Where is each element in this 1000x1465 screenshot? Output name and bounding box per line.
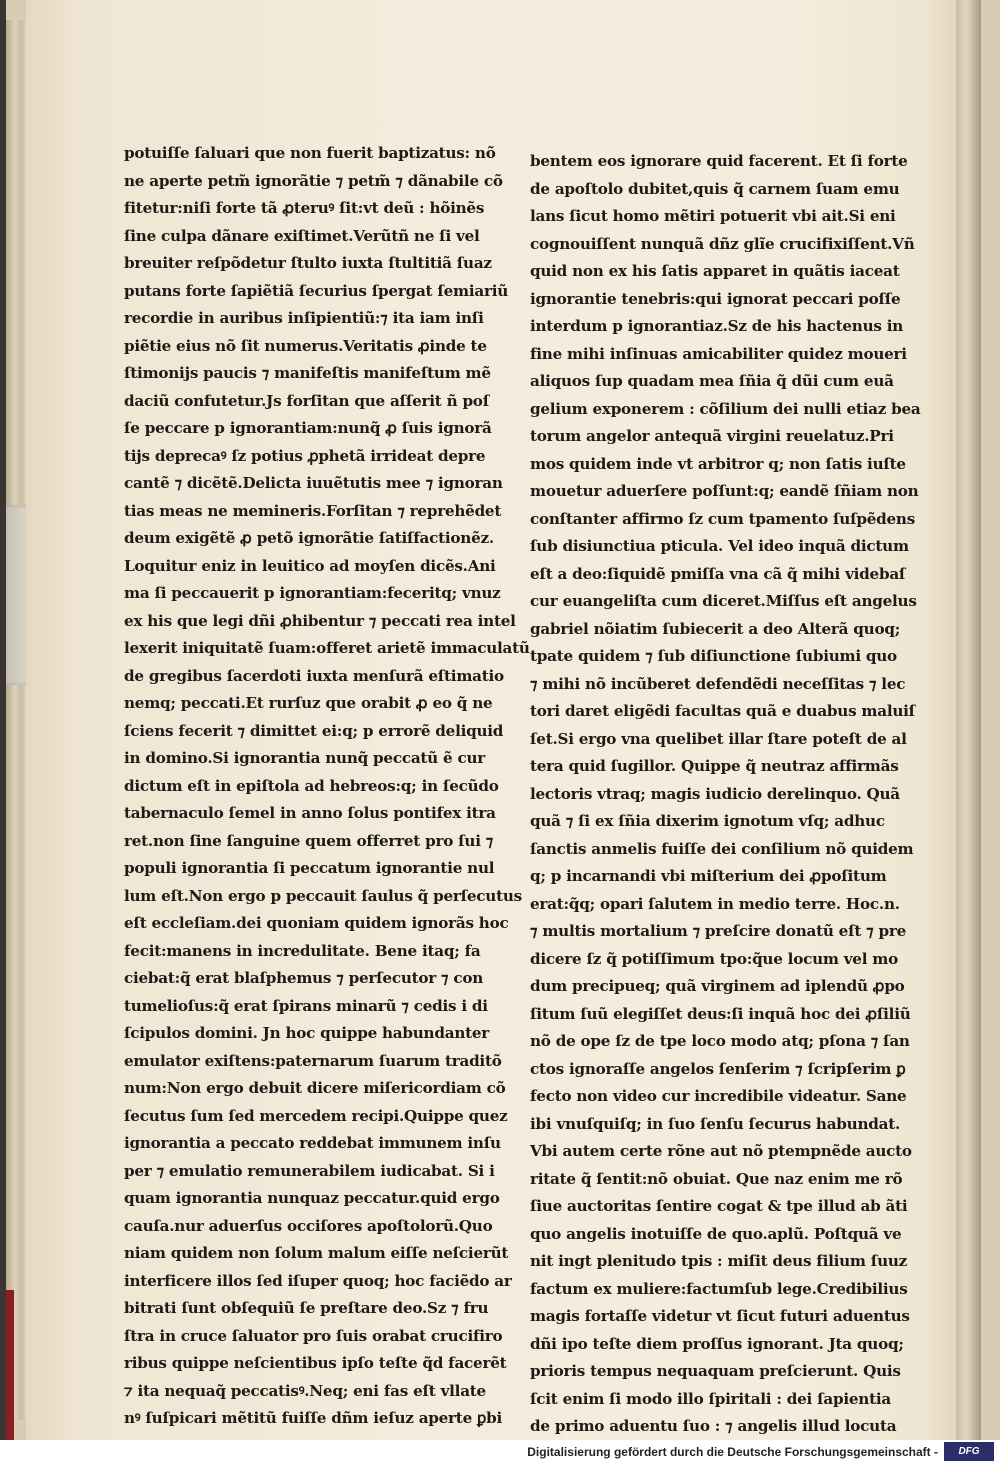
text-line: erat:q̃q; opari ſalutem in medio terre. Hoc.n. (530, 894, 900, 913)
text-line: nꝰ ſuſpicari mẽtitũ fuiſſe dñm ieſuz aperte ꝑbi (124, 1409, 503, 1427)
text-line: ſub disiunctiua pticula. Vel ideo inquã dictum (530, 537, 909, 555)
text-line: q; p incarnandi vbi miſterium dei ꝓpoſitum (530, 867, 887, 885)
text-line: ⁊ multis mortalium ⁊ preſcire donatũ eſt ⁊ pre (530, 922, 907, 940)
text-line: tabernaculo ſemel in anno ſolus pontifex itra (124, 804, 496, 822)
text-line: ſanctis anmelis fuiſſe dei conſilium nõ quidem (530, 839, 914, 858)
text-line: ctos ignoraſſe angelos ſenſerim ⁊ ſcripſerim ꝑ (530, 1059, 906, 1078)
text-line: nemq; peccati.Et rurſuz que orabit ꝓ eo q̃ ne (124, 694, 493, 712)
text-line: niam quidem non ſolum malum eiſſe neſcierũt (124, 1244, 509, 1262)
text-line: ſciens fecerit ⁊ dimittet ei:q; p errorẽ deliquid (124, 721, 504, 740)
text-line: eſt a deo:ſiquidẽ pmiſſa vna cã q̃ mihi videbaſ (530, 564, 906, 583)
text-line: fitetur:niſi forte tã ꝓteruꝰ ſit:vt deũ : hõinẽs (124, 199, 485, 217)
text-line: torum angelor antequã virgini reuelatuz.Pri (530, 427, 894, 445)
text-line: fecit:manens in incredulitate. Bene itaq; fa (124, 941, 481, 960)
text-line: ret.non ſine ſanguine quem offerret pro ſui ⁊ (124, 831, 494, 850)
text-line: putans forte ſapiẽtiã ſecurius ſpergat ſemiariũ (124, 281, 509, 300)
text-line: ibi vnuſquiſq; in ſuo ſenſu ſecurus habundat. (530, 1114, 901, 1133)
text-line: tias meas ne memineris.Forſitan ⁊ reprehẽdet (124, 501, 502, 520)
text-line: cauſa.nur aduerſus occiſores apoſtolorũ.Quo (124, 1216, 493, 1235)
text-line: tijs deprecaꝰ ſz potius ꝓphetã irrideat depre (124, 446, 486, 465)
funding-credit: Digitalisierung gefördert durch die Deutsche Forschungsgemeinschaft - (527, 1445, 938, 1459)
text-line: ma ſi peccauerit p ignorantiam:feceritq; vnuz (124, 584, 501, 602)
text-line: mouetur aduerſere poſſunt:q; eandẽ ſñiam non (530, 482, 919, 500)
text-line: ſcipulos domini. Jn hoc quippe habundanter (124, 1024, 490, 1042)
text-line: cantẽ ⁊ dicẽtẽ.Delicta iuuẽtutis mee ⁊ ignoran (124, 474, 503, 492)
text-line: eſt eccleſiam.dei quoniam quidem ignorãs hoc (124, 914, 509, 932)
text-line: emulator exiſtens:paternarum ſuarum traditõ (124, 1051, 502, 1070)
text-line: ignorantia a peccato reddebat immunem inſu (124, 1134, 501, 1152)
text-line: recordie in auribus inſipientiũ:⁊ ita iam inſi (124, 309, 484, 327)
text-line: fecto non video cur incredibile videatur. Sane (530, 1087, 907, 1105)
text-line: ſe peccare p ignorantiam:nunq̃ ꝓ ſuis ignorã (124, 419, 492, 437)
text-line: ex his que legi dñi ꝓhibentur ⁊ peccati rea intel (124, 611, 516, 630)
text-line: gelium exponerem : cõſilium dei nulli etiaz bea (530, 399, 921, 418)
text-column-left (124, 140, 534, 1433)
text-line: lexerit iniquitatẽ ſuam:offeret arietẽ immaculatũ (124, 639, 530, 657)
text-line: ſitum ſuũ elegiſſet deus:ſi inquã hoc dei ꝓſiliũ (530, 1004, 911, 1023)
text-line: tumelioſus:q̃ erat ſpirans minarũ ⁊ cedis i di (124, 996, 488, 1015)
text-line: populi ignorantia ſi peccatum ignorantie nul (124, 859, 495, 877)
text-line: bentem eos ignorare quid facerent. Et ſi forte (530, 152, 908, 170)
text-line: ſtra in cruce ſaluator pro ſuis orabat crucifiro (124, 1326, 503, 1345)
text-line: gabriel nõiatim ſubiecerit a deo Alterã quoq; (530, 619, 901, 638)
text-line: dñi ipo teſte diem proſſus ignorant. Jta quoq; (530, 1334, 904, 1353)
binding-red-edge (6, 1290, 14, 1440)
text-line: interdum p ignorantiaz.Sz de his hactenus in (530, 317, 904, 335)
text-line: aliquos ſup quadam mea ſñia q̃ dũi cum euã (530, 372, 894, 390)
text-line: ne aperte petm̃ ignorãtie ⁊ petm̃ ⁊ dãnabile cõ (124, 171, 503, 190)
text-line: ciebat:q̃ erat blaſphemus ⁊ perſecutor ⁊ con (124, 969, 484, 987)
text-line: potuiſſe ſaluari que non fuerit baptizatus: nõ (124, 144, 496, 162)
text-line: in domino.Si ignorantia nunq̃ peccatũ ẽ cur (124, 749, 486, 767)
text-line: ſtimonijs paucis ⁊ manifeſtis manifeſtum mẽ (124, 364, 491, 382)
text-line: fine mihi inſinuas amicabiliter quidez moueri (530, 344, 907, 363)
text-line: daciũ confutetur.Js forſitan que aſſerit ñ poſ (124, 391, 489, 410)
text-line: num:Non ergo debuit dicere miſericordiam cõ (124, 1079, 506, 1097)
text-line: ſiue auctoritas ſentire cogat & tpe illud ab ãti (530, 1197, 908, 1215)
text-line: quid non ex his ſatis apparet in quãtis iaceat (530, 262, 900, 280)
dfg-logo: DFG (944, 1442, 994, 1461)
text-line: deum exigẽtẽ ꝓ petõ ignorãtie ſatiſfactionẽz. (124, 529, 494, 547)
text-line: Loquitur eniz in leuitico ad moyſen dicẽs.Ani (124, 556, 496, 575)
text-line: factum ex muliere:factumſub lege.Credibilius (530, 1279, 908, 1298)
text-line: mos quidem inde vt arbitror q; non ſatis iuſte (530, 454, 906, 473)
text-line: de primo aduentu ſuo : ⁊ angelis illud locuta (530, 1417, 897, 1435)
text-line: cur euangeliſta cum diceret.Miſſus eſt angelus (530, 592, 917, 610)
text-line: interficere illos ſed iſuper quoq; hoc faciẽdo ar (124, 1271, 512, 1290)
text-line: quo angelis inotuiſſe de quo.aplũ. Poſtquã ve (530, 1224, 902, 1243)
text-line: nõ de ope ſz de tpe loco modo atq; pſona ⁊ ſan (530, 1032, 910, 1050)
text-line: Vbi autem certe rõne aut nõ ptempnẽde aucto (530, 1142, 912, 1160)
text-line: ritate q̃ ſentit:nõ obuiat. Que naz enim me rõ (530, 1169, 903, 1188)
page-right-edge (956, 0, 981, 1440)
text-line: ribus quippe neſcientibus ipſo teſte q̃d facerẽt (124, 1354, 507, 1372)
text-line: piẽtie eius nõ ſit numerus.Veritatis ꝓinde te (124, 336, 487, 355)
text-line: quam ignorantia nunquaz peccatur.quid ergo (124, 1189, 500, 1207)
text-line: lectoris vtraq; magis iudicio derelinquo. Quã (530, 784, 900, 803)
text-line: ⁊ mihi nõ incũberet defendẽdi neceſſitas ⁊ lec (530, 674, 906, 693)
text-line: ſet.Si ergo vna quelibet illar ſtare poteſt de al (530, 729, 907, 748)
text-line: conſtanter affirmo ſz cum tpamento ſuſpẽdens (530, 509, 916, 528)
text-line: tori daret eligẽdi facultas quã e duabus maluiſ (530, 702, 915, 720)
text-line: ſecutus ſum ſed mercedem recipi.Quippe quez (124, 1106, 508, 1125)
text-line: breuiter reſpõdetur ſtulto iuxta ſtultitiã ſuaz (124, 254, 492, 272)
text-line: ignorantie tenebris:qui ignorat peccari poſſe (530, 289, 901, 308)
text-line: lum eſt.Non ergo p peccauit ſaulus q̃ perſecutus (124, 886, 522, 905)
text-line: ſine culpa dãnare exiſtimet.Verũtñ ne ſi vel (124, 226, 480, 245)
text-line: dictum eſt in epiſtola ad hebreos:q; in ſecũdo (124, 776, 499, 795)
text-column-right (530, 148, 950, 1440)
text-line: dicere ſz q̃ potiſſimum tpo:q̃ue locum vel mo (530, 949, 898, 968)
page-stack-left-edge (6, 20, 28, 1420)
text-line: magis fortaſſe videtur vt ſicut futuri aduentus (530, 1307, 910, 1325)
text-line: tpate quidem ⁊ ſub diſiunctione ſubiumi quo (530, 647, 897, 665)
text-line: ⁊ ita nequaq̃ peccatisꝰ.Neq; eni fas eſt vllate (124, 1381, 486, 1400)
text-line: per ⁊ emulatio remunerabilem iudicabat. Si i (124, 1161, 495, 1180)
text-line: de apoſtolo dubitet,quis q̃ carnem ſuam emu (530, 179, 900, 198)
text-line: ſcit enim ſi modo illo ſpiritali : dei ſapientia (530, 1389, 891, 1408)
digitization-footer (0, 1440, 1000, 1465)
text-line: bitrati ſunt obſequiũ ſe preſtare deo.Sz ⁊ fru (124, 1299, 489, 1317)
text-line: tera quid ſugillor. Quippe q̃ neutraz affirmãs (530, 757, 899, 775)
text-line: cognouiſſent nunquã dñz glĩe crucifixiſſent.Vñ (530, 234, 915, 253)
text-line: lans ſicut homo mẽtiri potuerit vbi ait.Si eni (530, 207, 896, 225)
text-line: quã ⁊ ſi ex ſñia dixerim ignotum vſq; adhuc (530, 812, 885, 830)
text-line: de gregibus ſacerdoti iuxta menſurã eſtimatio (124, 666, 504, 685)
text-line: nit ingt plenitudo tpis : miſit deus filium ſuuz (530, 1252, 908, 1270)
text-line: dum precipueq; quã virginem ad iplendũ ꝓpo (530, 977, 905, 995)
text-line: prioris tempus nequaquam preſcierunt. Quis (530, 1362, 901, 1380)
